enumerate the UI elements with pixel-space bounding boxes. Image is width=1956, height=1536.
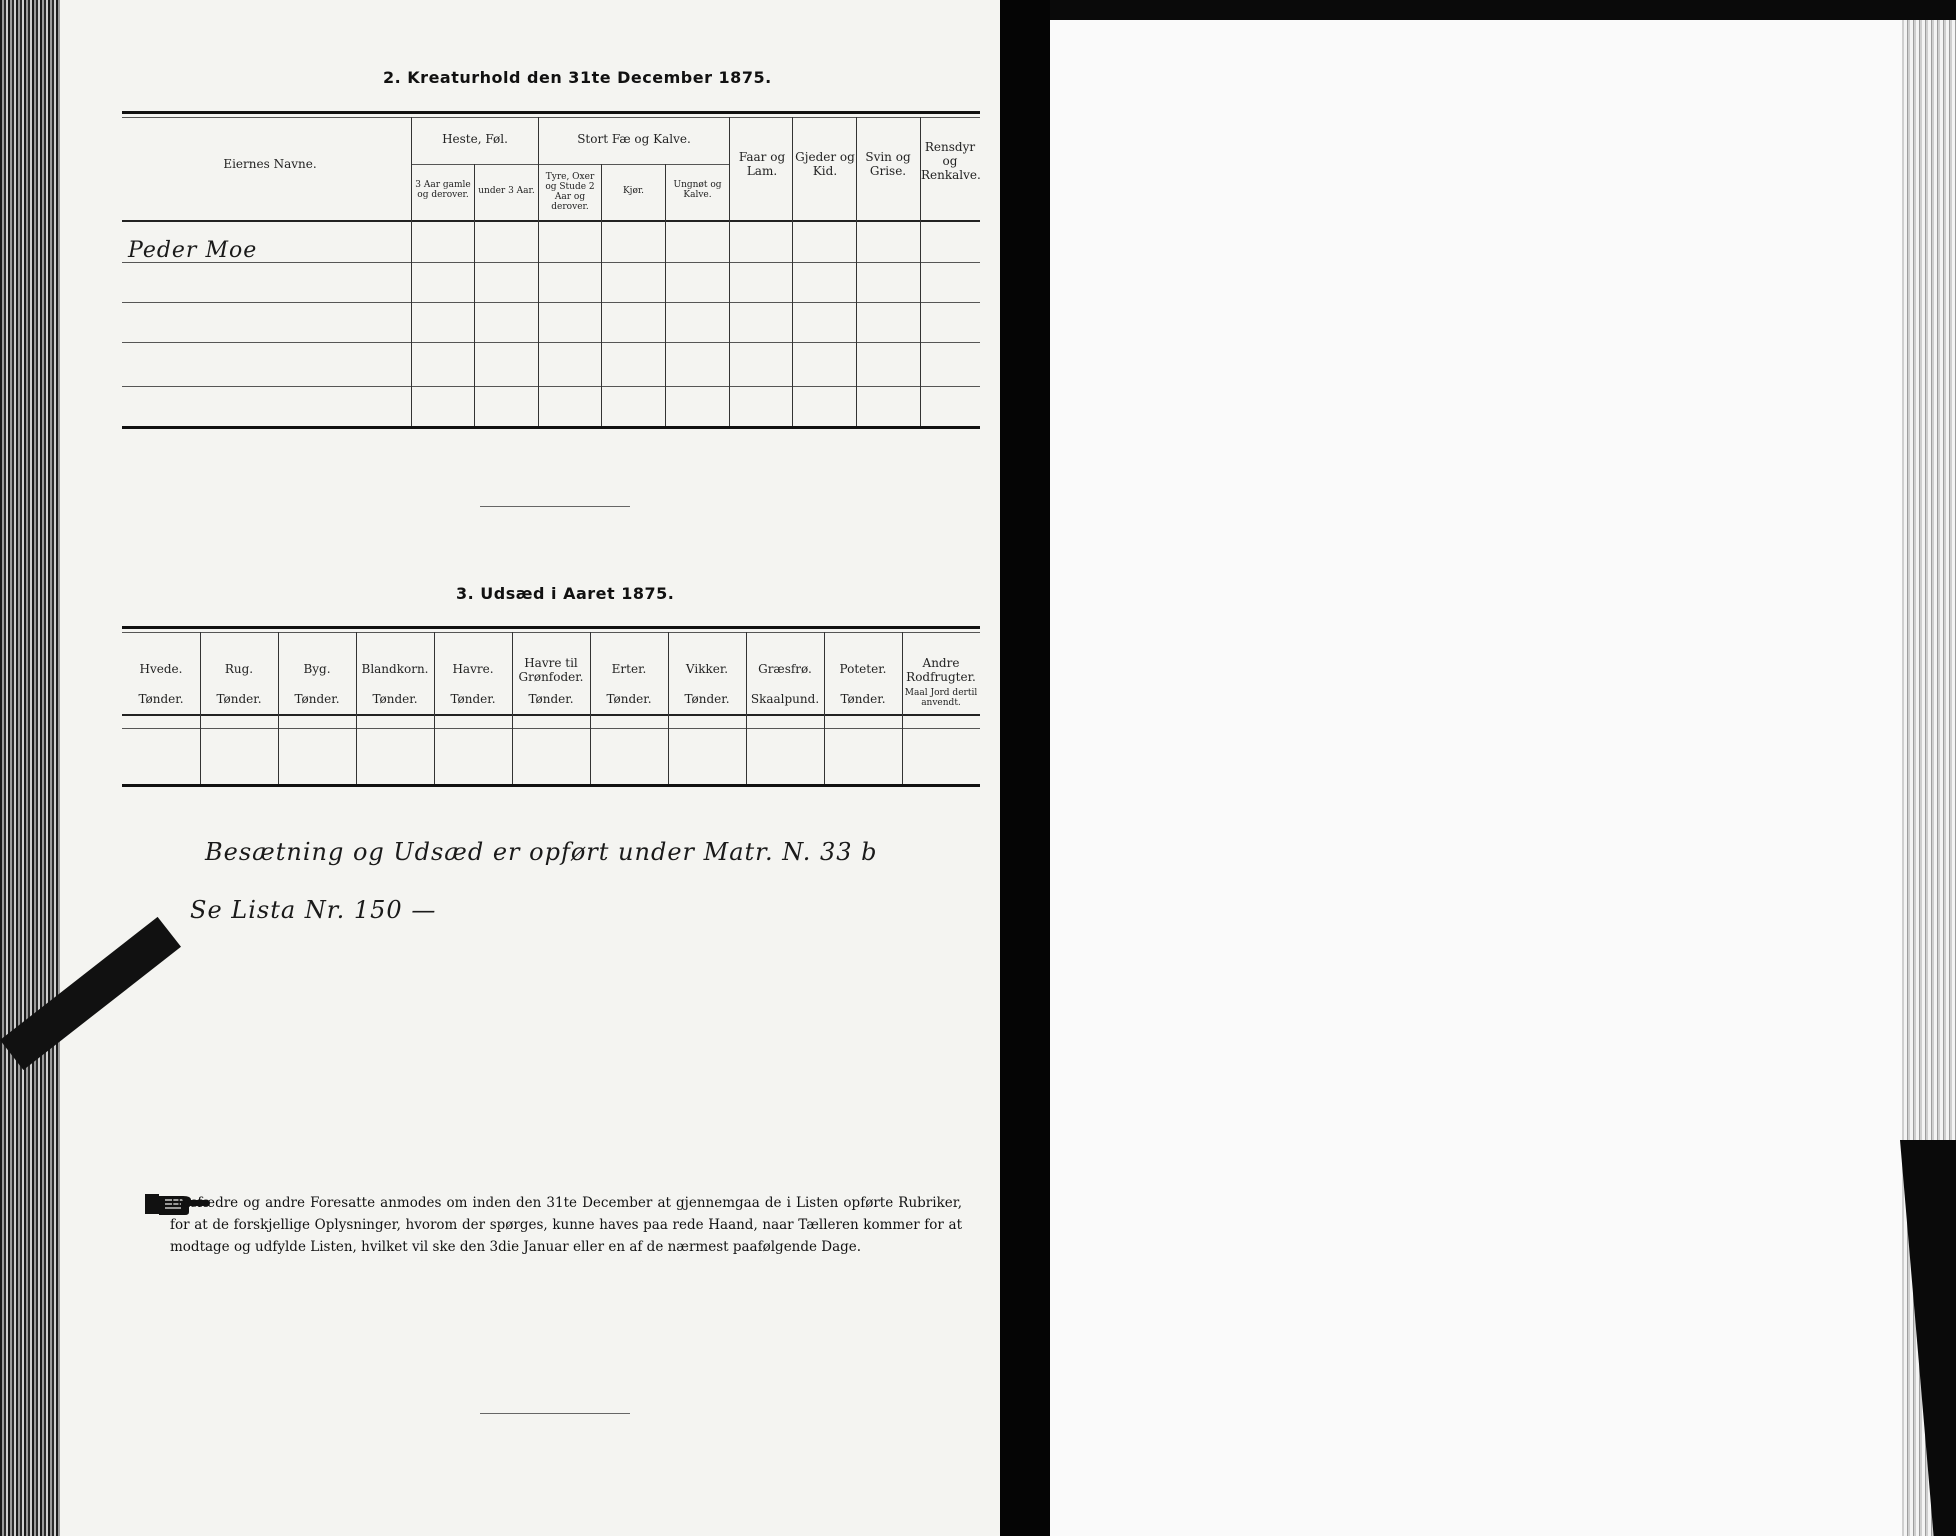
section3-column-unit: Tønder.: [528, 692, 574, 706]
header-cattle-bulls: Tyre, Oxer og Stude 2 Aar og derover.: [545, 172, 595, 212]
section3-column-name: Hvede.: [139, 662, 183, 676]
header-cattle-young: Ungnøt og Kalve.: [673, 180, 722, 200]
header-pigs: Svin og Grise.: [865, 150, 911, 178]
section3-column-unit: Tønder.: [138, 692, 184, 706]
book-gutter: [1000, 0, 1050, 1536]
section3-heading: 3. Udsæd i Aaret 1875.: [456, 584, 675, 603]
section3-column-unit: Tønder.: [216, 692, 262, 706]
header-horses-old: 3 Aar gamle og derover.: [415, 180, 471, 200]
handwritten-note-line1: Besætning og Udsæd er opført under Matr. N. 33 b: [205, 838, 878, 866]
section3-column-unit: Tønder.: [450, 692, 496, 706]
section3-column-name: Andre Rodfrugter.: [906, 656, 976, 684]
section3-column-name: Græsfrø.: [758, 662, 812, 676]
header-sheep: Faar og Lam.: [738, 150, 786, 178]
section3-column-unit: Maal Jord dertil anvendt.: [904, 688, 978, 708]
section3-column-name: Erter.: [611, 662, 647, 676]
header-owner: Eiernes Navne.: [223, 157, 317, 171]
section2-heading: 2. Kreaturhold den 31te December 1875.: [383, 68, 772, 87]
owner-name-entry: Peder Moe: [128, 238, 258, 263]
section3-column-name: Poteter.: [839, 662, 887, 676]
section3-column-unit: Tønder.: [294, 692, 340, 706]
header-goats: Gjeder og Kid.: [795, 150, 855, 178]
section3-column-name: Havre til Grønfoder.: [518, 656, 584, 684]
section3-column-unit: Skaalpund.: [750, 692, 820, 706]
right-page-blank: [1050, 20, 1902, 1536]
section3-column-name: Blandkorn.: [361, 662, 429, 676]
header-horses-young: under 3 Aar.: [478, 186, 535, 196]
section3-column-name: Byg.: [303, 662, 331, 676]
header-cattle: Stort Fæ og Kalve.: [577, 132, 691, 146]
section3-column-name: Rug.: [224, 662, 254, 676]
section3-column-name: Vikker.: [685, 662, 729, 676]
left-page: [60, 0, 1000, 1536]
header-reindeer: Rensdyr og Renkalve.: [921, 140, 981, 182]
handwritten-note-line2: Se Lista Nr. 150 —: [190, 896, 437, 924]
section3-column-unit: Tønder.: [372, 692, 418, 706]
header-horses: Heste, Føl.: [442, 132, 508, 146]
instruction-notice: Husfædre og andre Foresatte anmodes om inden den 31te December at gjennemgaa de i Listen opførte Rubriker, for at de forskjellige Oplysninger, hvorom der spørges, kunne haves paa rede Haand, naar Tælleren kommer for at modtage og udfylde Listen, hvilket vil ske den 3die Januar eller en af de nærmest paafølgende Dage.: [170, 1195, 962, 1255]
section3-column-name: Havre.: [452, 662, 494, 676]
section3-column-unit: Tønder.: [684, 692, 730, 706]
header-cattle-cows: Kjør.: [622, 186, 645, 196]
section3-column-unit: Tønder.: [606, 692, 652, 706]
book-edge-left: [0, 0, 60, 1536]
section3-column-unit: Tønder.: [840, 692, 886, 706]
